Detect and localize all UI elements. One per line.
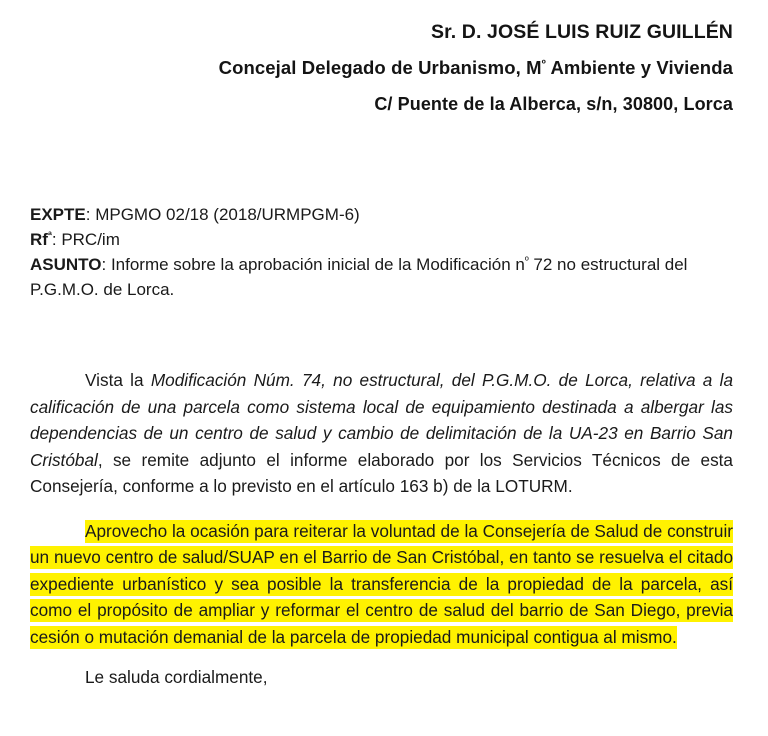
referencia-row bbox=[30, 227, 733, 252]
document-body bbox=[30, 367, 733, 691]
addressee-address-line: C/ Puente de la Alberca, s/n, 30800, Lorca bbox=[374, 94, 733, 114]
paragraph-tail-text: , se remite adjunto el informe elaborado por los Servicios Técnicos de esta Consejería, conforme a lo previsto en el artículo 163 b) de la LOTURM. bbox=[30, 449, 733, 496]
asunto-value-part-one: Informe sobre la aprobación inicial de la Modificación n bbox=[110, 255, 525, 274]
reference-block bbox=[30, 202, 733, 302]
asunto-row bbox=[30, 252, 733, 302]
body-paragraph-highlighted bbox=[30, 518, 733, 651]
asunto-ordinal-glyph: º bbox=[524, 255, 529, 268]
closing-salutation: Le saluda cordialmente, bbox=[85, 667, 268, 687]
expediente-value: MPGMO 02/18 (2018/URMPGM-6) bbox=[95, 205, 360, 224]
letter-addressee-header bbox=[30, 14, 733, 122]
body-paragraph-vista bbox=[30, 367, 733, 500]
expediente-row bbox=[30, 202, 733, 227]
referencia-separator: : bbox=[51, 230, 62, 249]
paragraph-lead-text: Vista la bbox=[85, 370, 151, 390]
asunto-label: ASUNTO bbox=[30, 255, 102, 274]
asunto-separator: : bbox=[101, 255, 111, 274]
addressee-title-text-after: Ambiente y Vivienda bbox=[545, 57, 733, 78]
paragraph-gap-two bbox=[30, 650, 733, 664]
referencia-value: PRC/im bbox=[61, 230, 120, 249]
addressee-title-line bbox=[30, 50, 733, 86]
masculine-ordinal-glyph: º bbox=[541, 58, 546, 71]
addressee-name-line: Sr. D. JOSÉ LUIS RUIZ GUILLÉN bbox=[431, 21, 733, 43]
asunto-value-part-two: 72 no estructural del P.G.M.O. de Lorca. bbox=[30, 255, 688, 299]
highlighted-text: Aprovecho la ocasión para reiterar la voluntad de la Consejería de Salud de construir un nuevo centro de salud/SUAP en el Barrio de San Cristóbal, en tanto se resuelva el citado expediente urbanístico y sea posible la transferencia de la propiedad de la parcela, así como el propósito de ampliar y reformar el centro de salud del barrio de San Diego, previa cesión o mutación demanial de la parcela de propiedad municipal contigua al mismo. bbox=[30, 520, 733, 647]
referencia-label-sup: ª bbox=[47, 230, 52, 243]
expediente-separator: : bbox=[85, 205, 96, 224]
referencia-label: Rf bbox=[30, 230, 48, 249]
expediente-label: EXPTE bbox=[30, 205, 86, 224]
modification-title-italic: Modificación Núm. 74, no estructural, del P.G.M.O. de Lorca, relativa a la calificación de una parcela como sistema local de equipamiento destinada a albergar las dependencias de un centro de salud y cambio de delimitación de la UA-23 en Barrio San Cristóbal bbox=[30, 370, 734, 470]
addressee-title-text-before: Concejal Delegado de Urbanismo, M bbox=[218, 57, 542, 78]
paragraph-gap-one bbox=[30, 500, 733, 518]
